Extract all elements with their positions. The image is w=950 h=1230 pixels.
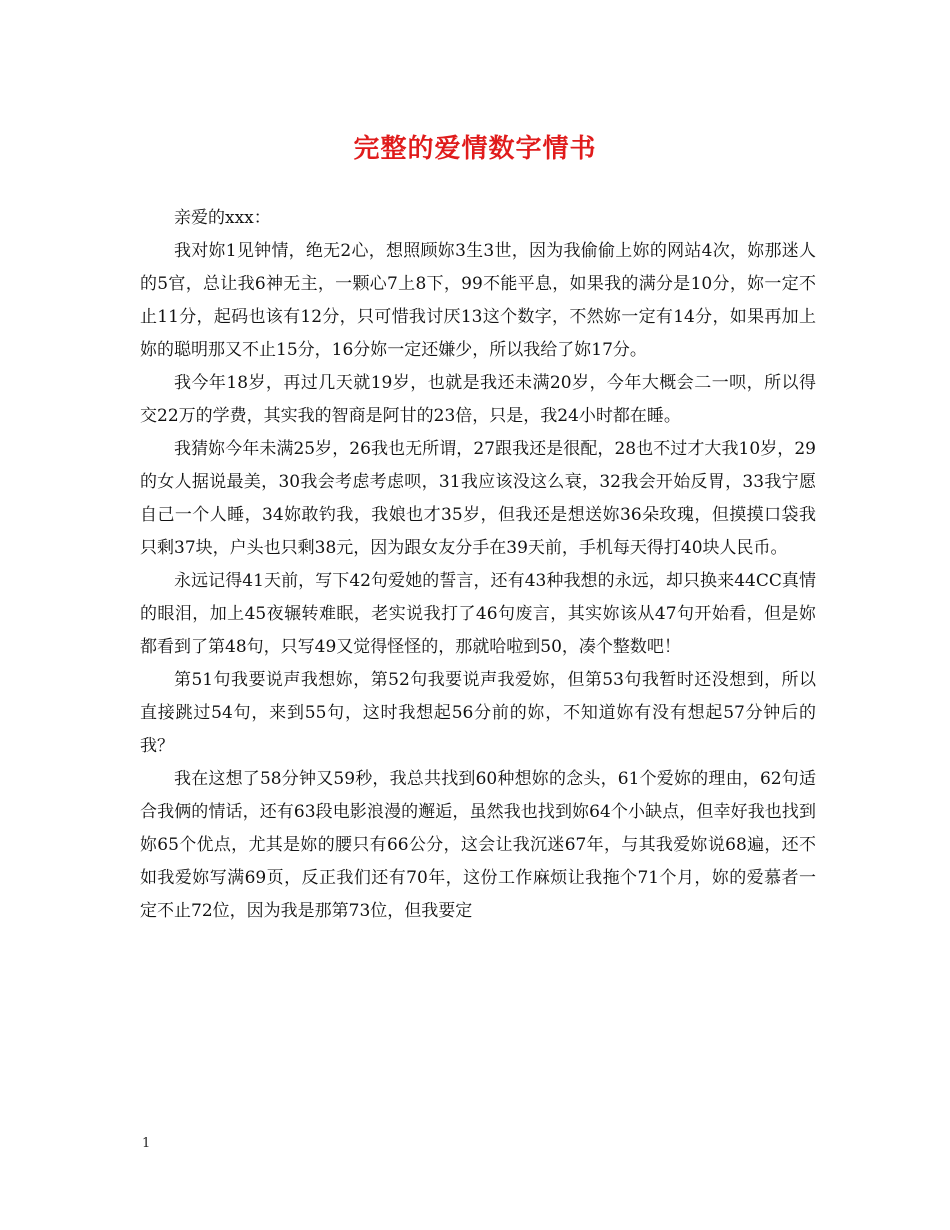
paragraph-6: 我在这想了58分钟又59秒，我总共找到60种想妳的念头，61个爱妳的理由，62句适合我俩的情话，还有63段电影浪漫的邂逅，虽然我也找到妳64个小缺点，但幸好我也找到妳65个优点，尤其是妳的腰只有66公分，这会让我沉迷67年，与其我爱妳说68遍，还不如我爱妳写满69页，反正我们还有70年，这份工作麻烦让我拖个71个月，妳的爱慕者一定不止72位，因为我是那第73位，但我要定 (140, 769, 816, 921)
letter-body (140, 202, 816, 928)
paragraph-4: 永远记得41天前，写下42句爱她的誓言，还有43种我想的永远，却只换来44CC真情的眼泪，加上45夜辗转难眠，老实说我打了46句废言，其实妳该从47句开始看，但是妳都看到了第48句，只写49又觉得怪怪的，那就哈啦到50，凑个整数吧！ (140, 571, 816, 657)
salutation: 亲爱的xxx： (174, 208, 271, 228)
paragraph-3: 我猜妳今年未满25岁，26我也无所谓，27跟我还是很配，28也不过才大我10岁，29的女人据说最美，30我会考虑考虑呗，31我应该没这么衰，32我会开始反胃，33我宁愿自己一个人睡，34妳敢钓我，我娘也才35岁，但我还是想送妳36朵玫瑰，但摸摸口袋我只剩37块，户头也只剩38元，因为跟女友分手在39天前，手机每天得打40块人民币。 (140, 439, 816, 558)
page-number: 1 (142, 1136, 151, 1151)
paragraph-5: 第51句我要说声我想妳，第52句我要说声我爱妳，但第53句我暂时还没想到，所以直接跳过54句，来到55句，这时我想起56分前的妳，不知道妳有没有想起57分钟后的我？ (140, 670, 816, 756)
document-title: 完整的爱情数字情书 (353, 134, 597, 164)
paragraph-2: 我今年18岁，再过几天就19岁，也就是我还未满20岁，今年大概会二一呗，所以得交22万的学费，其实我的智商是阿甘的23倍，只是，我24小时都在睡。 (140, 373, 816, 426)
paragraph-1: 我对妳1见钟情，绝无2心，想照顾妳3生3世，因为我偷偷上妳的网站4次，妳那迷人的5官，总让我6神无主，一颗心7上8下，99不能平息，如果我的满分是10分，妳一定不止11分，起码也该有12分，只可惜我讨厌13这个数字，不然妳一定有14分，如果再加上妳的聪明那又不止15分，16分妳一定还嫌少，所以我给了妳17分。 (140, 241, 816, 360)
